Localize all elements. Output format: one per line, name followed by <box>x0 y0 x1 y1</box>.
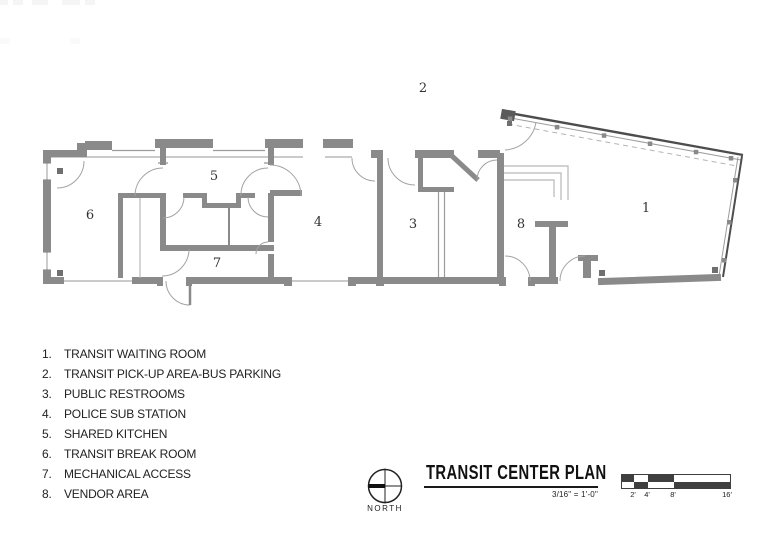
legend-item <box>42 464 281 484</box>
legend-item <box>42 384 281 404</box>
room-label-1: 1 <box>641 201 651 216</box>
scale-bar-checker <box>621 474 731 489</box>
graphic-scale-bar <box>621 474 731 502</box>
legend-label: SHARED KITCHEN <box>64 427 168 441</box>
legend-label: TRANSIT WAITING ROOM <box>64 347 206 361</box>
legend-number: 4. <box>42 407 52 421</box>
room-label-2: 2 <box>418 81 428 96</box>
scale-tick-4ft: 4' <box>644 490 650 499</box>
room-label-3: 3 <box>408 217 418 232</box>
north-label: NORTH <box>367 504 403 513</box>
title-underline <box>424 486 598 488</box>
legend-number: 6. <box>42 447 52 461</box>
partition-lines <box>140 192 445 278</box>
stepped-lines <box>504 166 568 200</box>
scale-bar-bottom-row <box>622 482 730 489</box>
legend-item <box>42 444 281 464</box>
room-legend <box>42 344 281 504</box>
room-label-7: 7 <box>212 256 222 271</box>
legend-label: TRANSIT BREAK ROOM <box>64 447 197 461</box>
scale-note: 3/16" = 1'-0" <box>551 490 598 499</box>
legend-item <box>42 364 281 384</box>
walls <box>43 139 598 286</box>
drawing-title: TRANSIT CENTER PLAN <box>426 462 607 484</box>
legend-number: 7. <box>42 467 52 481</box>
legend-label: POLICE SUB STATION <box>64 407 186 421</box>
legend-label: TRANSIT PICK-UP AREA-BUS PARKING <box>64 367 281 381</box>
legend-number: 1. <box>42 347 52 361</box>
legend-label: PUBLIC RESTROOMS <box>64 387 185 401</box>
scale-tick-2ft: 2' <box>630 490 636 499</box>
legend-number: 2. <box>42 367 52 381</box>
legend-item <box>42 404 281 424</box>
legend-label: VENDOR AREA <box>64 487 149 501</box>
scale-tick-16ft: 16' <box>722 490 732 499</box>
room-label-8: 8 <box>516 217 526 232</box>
north-arrow-icon <box>363 464 407 508</box>
room-label-6: 6 <box>85 208 95 223</box>
legend-item <box>42 484 281 504</box>
diagonal-wall <box>452 156 478 180</box>
legend-item <box>42 424 281 444</box>
room-label-5: 5 <box>209 169 219 184</box>
room-number-labels <box>86 81 650 271</box>
legend-number: 8. <box>42 487 52 501</box>
legend-number: 3. <box>42 387 52 401</box>
legend-number: 5. <box>42 427 52 441</box>
legend-item <box>42 344 281 364</box>
room1-envelope <box>500 109 743 285</box>
scale-tick-8ft: 8' <box>670 490 676 499</box>
legend-label: MECHANICAL ACCESS <box>64 467 191 481</box>
room-label-4: 4 <box>313 215 323 230</box>
